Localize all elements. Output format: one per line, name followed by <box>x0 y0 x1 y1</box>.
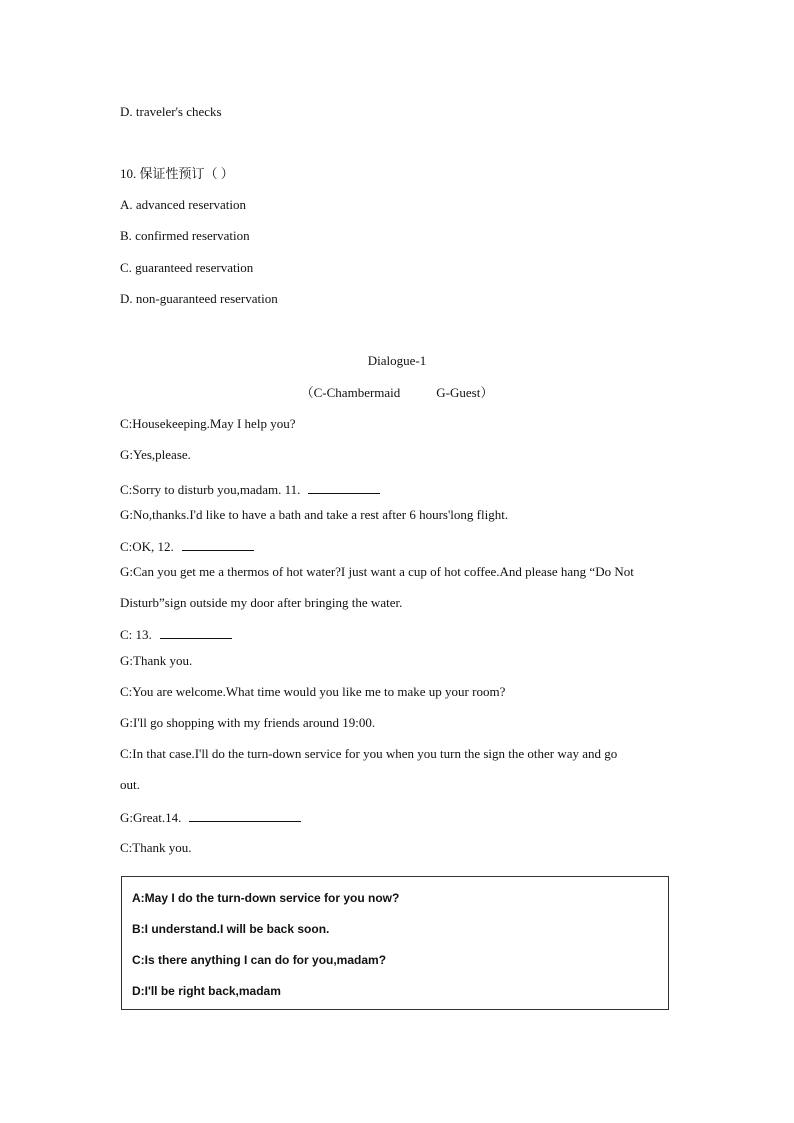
dialogue-line: C:In that case.I'll do the turn-down service for you when you turn the sign the other way and go <box>120 746 618 761</box>
dialogue-line-14 <box>120 809 301 826</box>
answer-option-c: C:Is there anything I can do for you,madam? <box>132 953 387 967</box>
dialogue-line-12 <box>120 538 254 555</box>
dialogue-line: G:Can you get me a thermos of hot water?I just want a cup of hot coffee.And please hang “Do Not <box>120 564 634 579</box>
dialogue-line-13 <box>120 626 232 643</box>
dialogue-line: G:Thank you. <box>120 653 193 668</box>
dialogue-line: G:Yes,please. <box>120 447 191 462</box>
q10-option-a: A. advanced reservation <box>120 197 246 212</box>
role-guest: G-Guest） <box>436 385 494 400</box>
answer-blank-11 <box>308 481 380 494</box>
dialogue-text: C:Sorry to disturb you,madam. 11. <box>120 482 301 497</box>
answer-options-box <box>121 876 669 1010</box>
answer-blank-13 <box>160 626 232 639</box>
dialogue-title: Dialogue-1 <box>367 353 427 368</box>
q10-option-b: B. confirmed reservation <box>120 228 250 243</box>
role-chambermaid: （C-Chambermaid <box>300 385 401 400</box>
dialogue-text: C: 13. <box>120 627 152 642</box>
q10-question: 10. 保证性预订（ ） <box>120 166 234 181</box>
dialogue-line-11 <box>120 481 380 498</box>
answer-option-b: B:I understand.I will be back soon. <box>132 922 330 936</box>
dialogue-line: C:You are welcome.What time would you like me to make up your room? <box>120 684 506 699</box>
answer-option-d: D:I'll be right back,madam <box>132 984 281 998</box>
dialogue-roles <box>0 385 794 401</box>
dialogue-line: G:I'll go shopping with my friends around 19:00. <box>120 715 376 730</box>
dialogue-text: G:Great.14. <box>120 810 182 825</box>
dialogue-text: C:OK, 12. <box>120 539 174 554</box>
dialogue-line: out. <box>120 777 140 792</box>
answer-option-a: A:May I do the turn-down service for you now? <box>132 891 400 905</box>
answer-blank-14 <box>189 809 301 822</box>
dialogue-line: Disturb”sign outside my door after bringing the water. <box>120 595 403 610</box>
dialogue-line: C:Thank you. <box>120 840 192 855</box>
q10-option-d: D. non-guaranteed reservation <box>120 291 278 306</box>
q9-option-d: D. traveler's checks <box>120 104 222 119</box>
dialogue-line: C:Housekeeping.May I help you? <box>120 416 296 431</box>
answer-blank-12 <box>182 538 254 551</box>
dialogue-line: G:No,thanks.I'd like to have a bath and take a rest after 6 hours'long flight. <box>120 507 509 522</box>
q10-option-c: C. guaranteed reservation <box>120 260 254 275</box>
